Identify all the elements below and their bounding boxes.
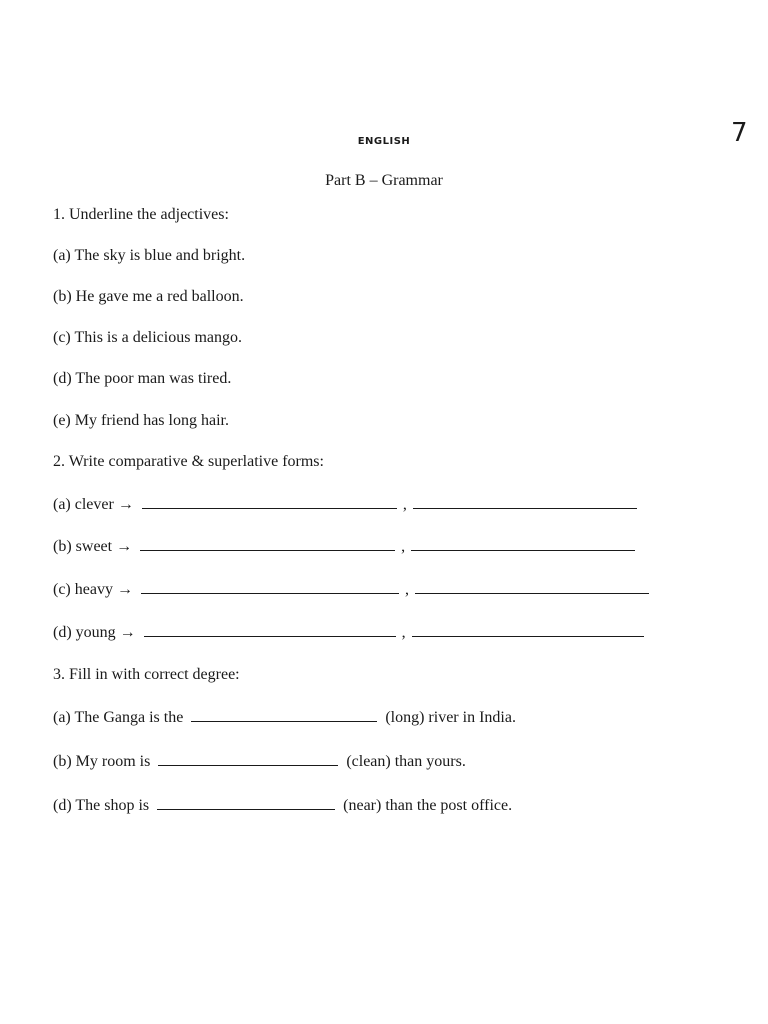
section3-item-a: [53, 707, 516, 728]
comparative-blank-a[interactable]: [142, 494, 397, 509]
separator-comma: ,: [404, 581, 409, 598]
section2-item-a-prompt: (a) clever →: [53, 496, 134, 513]
section1-item-e: (e) My friend has long hair.: [53, 412, 229, 429]
section3-heading: 3. Fill in with correct degree:: [53, 666, 240, 683]
section3-item-b-before: (b) My room is: [53, 753, 151, 770]
separator-comma: ,: [402, 496, 407, 513]
fill-blank-d[interactable]: [157, 795, 335, 810]
section1-item-c: (c) This is a delicious mango.: [53, 329, 242, 346]
section3-item-b: [53, 751, 466, 772]
comparative-blank-d[interactable]: [144, 622, 396, 637]
comparative-blank-c[interactable]: [141, 579, 399, 594]
superlative-blank-d[interactable]: [412, 622, 644, 637]
part-title: Part B – Grammar: [325, 172, 443, 189]
superlative-blank-a[interactable]: [413, 494, 637, 509]
fill-blank-a[interactable]: [191, 707, 377, 722]
section3-item-b-after: (clean) than yours.: [346, 753, 466, 770]
section2-item-b-prompt: (b) sweet →: [53, 538, 133, 555]
section3-item-d-after: (near) than the post office.: [343, 797, 513, 814]
section2-item-d-prompt: (d) young →: [53, 624, 136, 641]
comparative-blank-b[interactable]: [140, 536, 395, 551]
section2-item-d: [53, 622, 644, 643]
section1-heading: 1. Underline the adjectives:: [53, 206, 229, 223]
section3-item-d-before: (d) The shop is: [53, 797, 150, 814]
separator-comma: ,: [401, 538, 406, 555]
superlative-blank-c[interactable]: [415, 579, 649, 594]
superlative-blank-b[interactable]: [411, 536, 635, 551]
section2-item-b: [53, 536, 635, 557]
separator-comma: ,: [401, 624, 406, 641]
section3-item-a-after: (long) river in India.: [385, 709, 516, 726]
section3-item-a-before: (a) The Ganga is the: [53, 709, 184, 726]
section3-item-d: [53, 795, 512, 816]
section2-item-a: [53, 494, 637, 515]
fill-blank-b[interactable]: [158, 751, 338, 766]
section2-heading: 2. Write comparative & superlative forms:: [53, 453, 324, 470]
section2-item-c-prompt: (c) heavy →: [53, 581, 133, 598]
subject-heading: ENGLISH: [357, 136, 411, 147]
section1-item-a: (a) The sky is blue and bright.: [53, 247, 246, 264]
section1-item-d: (d) The poor man was tired.: [53, 370, 232, 387]
page-number: 7: [731, 118, 748, 148]
section2-item-c: [53, 579, 649, 600]
section1-item-b: (b) He gave me a red balloon.: [53, 288, 244, 305]
